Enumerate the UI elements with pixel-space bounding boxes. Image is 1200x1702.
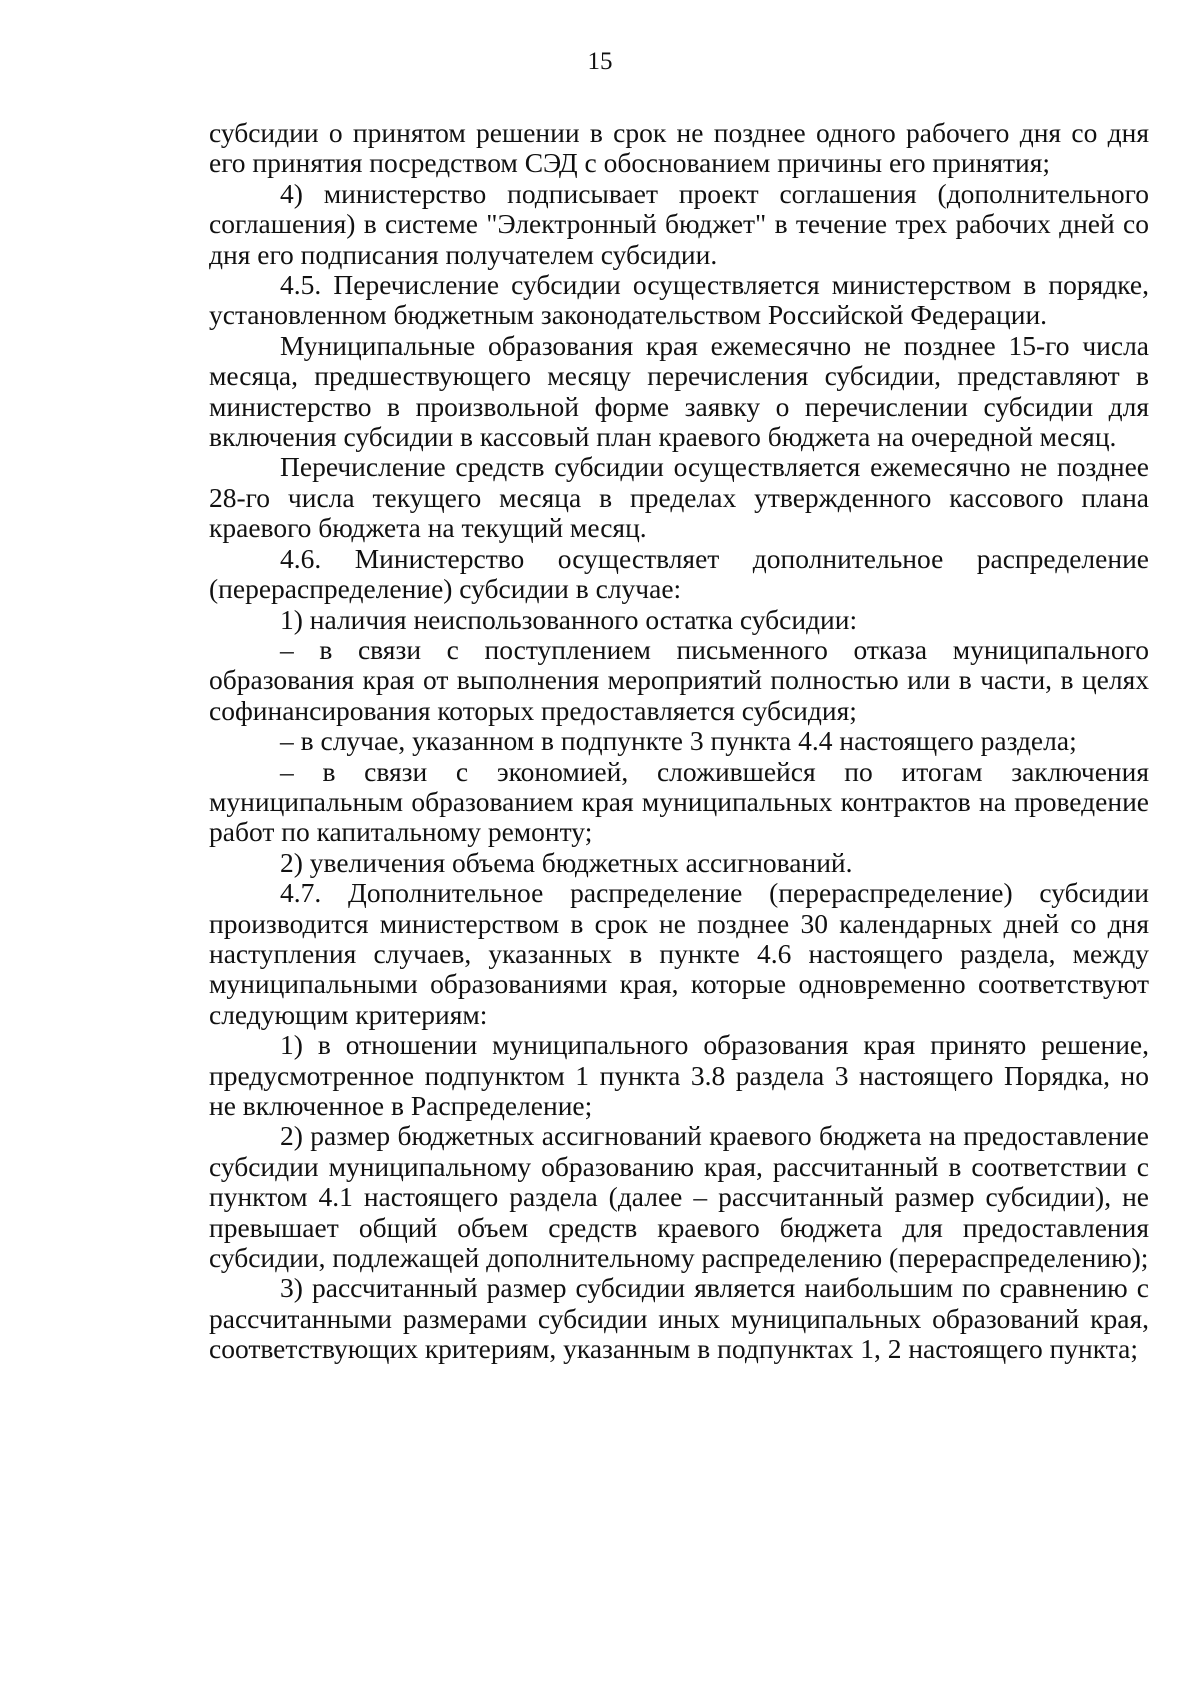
paragraph: 4) министерство подписывает проект соглашения (дополнительного соглашения) в системе "Электронный бюджет" в течение трех рабочих дней со дня его подписания получателем субсидии.: [209, 177, 1149, 270]
paragraph: Муниципальные образования края ежемесячно не позднее 15-го числа месяца, предшествующего месяцу перечисления субсидии, представляют в министерство в произвольной форме заявку о перечислении субсидии для включения субсидии в кассовый план краевого бюджета на очередной месяц.: [209, 329, 1149, 453]
paragraph: 4.7. Дополнительное распределение (перераспределение) субсидии производится министерством в срок не позднее 30 календарных дней со дня наступления случаев, указанных в пункте 4.6 настоящего раздела, между муниципальными образованиями края, которые одновременно соответствуют следующим критериям:: [209, 877, 1149, 1030]
page-number: 15: [587, 48, 613, 75]
paragraph: 3) рассчитанный размер субсидии является наибольшим по сравнению с рассчитанными размерами субсидии иных муниципальных образований края, соответствующих критериям, указанным в подпунктах 1, 2 настоящего пункта;: [209, 1272, 1149, 1365]
paragraph: 4.5. Перечисление субсидии осуществляется министерством в порядке, установленном бюджетным законодательством Российской Федерации.: [209, 269, 1149, 331]
paragraph: – в случае, указанном в подпункте 3 пункта 4.4 настоящего раздела;: [280, 725, 1077, 757]
paragraph: 2) размер бюджетных ассигнований краевого бюджета на предоставление субсидии муниципальному образованию края, рассчитанный в соответствии с пунктом 4.1 настоящего раздела (далее – рассчитанный размер субсидии), не превышает общий объем средств краевого бюджета для предоставления субсидии, подлежащей дополнительному распределению (перераспределению);: [209, 1120, 1149, 1274]
paragraph: – в связи с поступлением письменного отказа муниципального образования края от выполнения мероприятий полностью или в части, в целях софинансирования которых предоставляется субсидия;: [209, 633, 1149, 726]
paragraph: – в связи с экономией, сложившейся по итогам заключения муниципальным образованием края муниципальных контрактов на проведение работ по капитальному ремонту;: [209, 755, 1149, 848]
document-body: [209, 118, 1149, 1365]
paragraph: Перечисление средств субсидии осуществляется ежемесячно не позднее 28-го числа текущего месяца в пределах утвержденного кассового плана краевого бюджета на текущий месяц.: [209, 451, 1149, 544]
paragraph: 2) увеличения объема бюджетных ассигнований.: [280, 846, 853, 878]
paragraph: 1) наличия неиспользованного остатка субсидии:: [280, 603, 858, 635]
paragraph: 1) в отношении муниципального образования края принято решение, предусмотренное подпунктом 1 пункта 3.8 раздела 3 настоящего Порядка, но не включенное в Распределение;: [209, 1029, 1149, 1121]
paragraph: 4.6. Министерство осуществляет дополнительное распределение (перераспределение) субсидии в случае:: [209, 542, 1149, 605]
paragraph: субсидии о принятом решении в срок не позднее одного рабочего дня со дня его принятия посредством СЭД с обоснованием причины его принятия;: [209, 117, 1149, 179]
